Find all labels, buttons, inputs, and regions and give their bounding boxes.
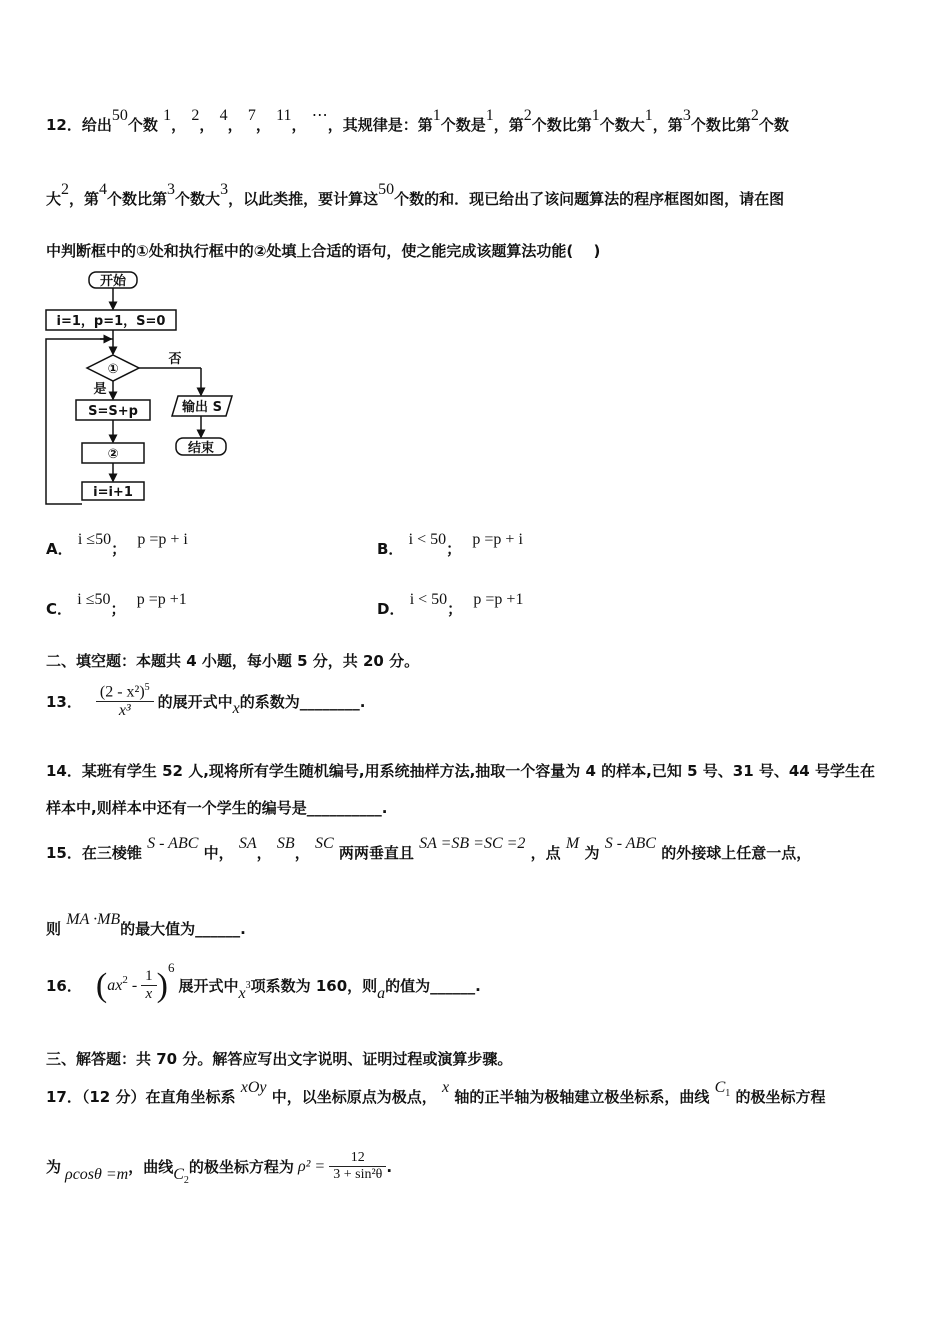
q17-number: 17．	[46, 1088, 82, 1106]
q17-math: 2	[183, 1174, 189, 1186]
q17-math: ρ² =	[297, 1157, 326, 1175]
option-sep: ；	[446, 540, 462, 558]
q12-text: 个数的和．现已给出了该问题算法的程序框图如图，请在图	[394, 190, 785, 208]
option-cond: i < 50	[409, 591, 448, 608]
q15-math: MA ·MB	[66, 911, 121, 928]
q16-math: 2	[122, 973, 128, 986]
q13-denominator: x³	[118, 702, 131, 720]
q15-line2	[46, 911, 246, 939]
option-cond: i < 50	[408, 531, 447, 548]
q17-math: C	[714, 1079, 726, 1096]
q17-c2	[173, 1166, 189, 1184]
q16-power: 6	[167, 959, 175, 975]
q12-text: 个数大	[599, 116, 645, 134]
q17-text: 的极坐标方程为	[188, 1158, 294, 1176]
q13-var: x	[232, 700, 240, 718]
seq-item: ⋯	[311, 107, 328, 124]
q15-text: 在三棱锥	[81, 844, 142, 862]
q12-text: 个数大	[175, 190, 221, 208]
q12-text: ，第	[69, 190, 100, 208]
option-sep: ；	[111, 540, 127, 558]
q12-math: 2	[61, 181, 70, 198]
q12-math: 3	[220, 181, 229, 198]
section-title: 二、填空题：本题共 4 小题，每小题 5 分，共 20 分。	[46, 652, 420, 670]
q16-math: -	[127, 976, 142, 994]
q12-math: 50	[111, 107, 128, 124]
q16-text: 的值为______.	[385, 977, 481, 995]
section-3-heading	[46, 1048, 512, 1069]
q12-text: 个数是	[440, 116, 486, 134]
step3-label: i=i+1	[93, 485, 133, 500]
option-label: C．	[46, 600, 73, 618]
q13-fraction	[96, 682, 154, 720]
q12-math: 1	[591, 107, 600, 124]
q12-math: 2	[750, 107, 759, 124]
q16-math: a	[377, 984, 386, 1002]
q15-line1	[46, 835, 812, 863]
q12-math: 1	[644, 107, 653, 124]
flowchart	[40, 266, 240, 511]
q12-math: 1	[485, 107, 494, 124]
q13-text: 的展开式中	[157, 692, 233, 711]
option-stmt: p =p + i	[472, 531, 523, 548]
q16-paren-open: (	[95, 966, 108, 1004]
q15-math: SB	[276, 835, 295, 852]
q16-text: 展开式中	[178, 977, 239, 995]
q17-text: ，曲线	[128, 1158, 174, 1176]
q17-math: x	[441, 1079, 450, 1096]
q12-math: 2	[523, 107, 532, 124]
option-cond: i ≤50	[77, 591, 111, 608]
q16-math: x	[238, 984, 246, 1002]
q17-fraction	[329, 1150, 386, 1183]
q16-math: ax	[107, 976, 123, 994]
q14-text: 样本中,则样本中还有一个学生的编号是__________.	[46, 799, 388, 817]
q12-math: 50	[378, 181, 395, 198]
q15-text: 的最大值为______.	[120, 920, 246, 938]
yes-label: 是	[93, 382, 107, 397]
q12-text: 个数	[758, 116, 789, 134]
q15-text: 则	[46, 920, 62, 938]
q12-text: ，第	[652, 116, 683, 134]
q12-line1: 12．给出50个数 1， 2， 4， 7， 11， ⋯，其规律是：第1个数是1，第2个数比第1个数大1，第3个数比第2个数	[46, 107, 789, 134]
q17-denominator: 3 + sin²θ	[333, 1167, 383, 1182]
q12-number: 12．	[46, 116, 82, 134]
seq-item: 11	[276, 107, 292, 124]
no-label: 否	[168, 352, 182, 367]
option-a	[46, 531, 188, 559]
option-b	[377, 531, 523, 559]
q17-math: 1	[725, 1088, 731, 1099]
q15-math: SA =SB =SC =2	[419, 835, 526, 852]
q12-text: 大	[46, 190, 62, 208]
q17-c1	[714, 1079, 731, 1099]
q12-text: 个数	[127, 116, 158, 134]
seq-item: 2	[191, 107, 200, 124]
q12-text: ，其规律是：第	[327, 116, 433, 134]
q15-math: S - ABC	[604, 835, 656, 852]
option-sep: ；	[110, 600, 126, 618]
q15-math: S - ABC	[147, 835, 199, 852]
cond-label: ①	[107, 362, 119, 377]
option-stmt: p =p +1	[473, 591, 524, 608]
option-label: A．	[46, 540, 73, 558]
q13-num-text: (2 - x²)	[99, 683, 145, 701]
q15-comma: ，	[294, 844, 310, 862]
option-stmt: p =p + i	[137, 531, 188, 548]
q12-text: 给出	[81, 116, 112, 134]
start-label: 开始	[99, 274, 127, 289]
option-label: B．	[377, 540, 404, 558]
q15-text: 为	[584, 844, 600, 862]
q12-line3	[46, 240, 600, 261]
q12-math: 3	[682, 107, 691, 124]
q14-text: 14．某班有学生 52 人,现将所有学生随机编号,用系统抽样方法,抽取一个容量为 4 的样本,已知 5 号、31 号、44 号学生在	[46, 762, 875, 780]
q17-text: （12 分）在直角坐标系	[81, 1088, 236, 1106]
q17-text: 为	[46, 1158, 62, 1176]
seq-item: 1	[163, 107, 172, 124]
q15-text: 的外接球上任意一点，	[661, 844, 812, 862]
q16-paren-close: )	[156, 966, 168, 1004]
option-label: D．	[377, 600, 405, 618]
q16-denominator: x	[145, 986, 153, 1002]
q16-fraction	[141, 968, 157, 1003]
q17-math: ρcosθ =m	[65, 1165, 129, 1183]
option-d	[377, 591, 524, 619]
q16-text: 项系数为 160，则	[250, 977, 378, 995]
q17-text: 的极坐标方程	[735, 1088, 826, 1106]
section-2-heading	[46, 650, 419, 671]
q16	[46, 959, 481, 1004]
q17-math: xOy	[240, 1079, 267, 1096]
q16-number: 16．	[46, 977, 82, 995]
init-label: i=1，p=1，S=0	[56, 314, 166, 329]
option-c	[46, 591, 187, 619]
q15-text: ，点	[530, 844, 561, 862]
q13-number: 13．	[46, 692, 82, 711]
q12-text: 个数比第	[107, 190, 168, 208]
q14-line1	[46, 760, 875, 781]
q13-power: 5	[144, 682, 150, 693]
step2-label: ②	[107, 447, 119, 462]
step1-label: S=S+p	[88, 404, 138, 419]
q17-line1	[46, 1079, 826, 1107]
option-sep: ；	[447, 600, 463, 618]
q12-math: 4	[99, 181, 108, 198]
end-label: 结束	[187, 441, 215, 456]
option-stmt: p =p +1	[136, 591, 187, 608]
q12-text: 中判断框中的①处和执行框中的②处填上合适的语句，使之能完成该题算法功能( )	[46, 242, 601, 260]
seq-item: 4	[219, 107, 228, 124]
seq-item: 7	[247, 107, 256, 124]
q15-text: 中，	[203, 844, 234, 862]
q16-numerator: 1	[141, 968, 157, 986]
q14-line2	[46, 797, 387, 818]
q12-math: 3	[167, 181, 176, 198]
output-label: 输出 S	[182, 400, 222, 415]
section-title: 三、解答题：共 70 分。解答应写出文字说明、证明过程或演算步骤。	[46, 1050, 513, 1068]
q17-numerator: 12	[329, 1150, 386, 1167]
q15-math: SC	[314, 835, 334, 852]
q17-text: 轴的正半轴为极轴建立极坐标系，曲线	[454, 1088, 710, 1106]
q13	[46, 682, 365, 720]
q12-line2	[46, 181, 785, 209]
q17-text: 中，以坐标原点为极点，	[271, 1088, 437, 1106]
q15-comma: ，	[256, 844, 272, 862]
q17-text: .	[386, 1157, 393, 1176]
q13-text: 的系数为________.	[239, 692, 366, 711]
q12-text: ，以此类推，要计算这	[228, 190, 379, 208]
q13-numerator	[96, 682, 154, 702]
q15-math: M	[565, 835, 580, 852]
q15-math: SA	[238, 835, 257, 852]
q15-number: 15．	[46, 844, 82, 862]
option-cond: i ≤50	[77, 531, 112, 548]
q12-text: 个数比第	[690, 116, 751, 134]
q12-text: ，第	[493, 116, 524, 134]
q17-math: C	[173, 1165, 184, 1183]
q16-math: 3	[245, 980, 251, 991]
q17-line2	[46, 1150, 393, 1186]
q12-text: 个数比第	[531, 116, 592, 134]
q12-math: 1	[432, 107, 441, 124]
q15-text: 两两垂直且	[338, 844, 414, 862]
